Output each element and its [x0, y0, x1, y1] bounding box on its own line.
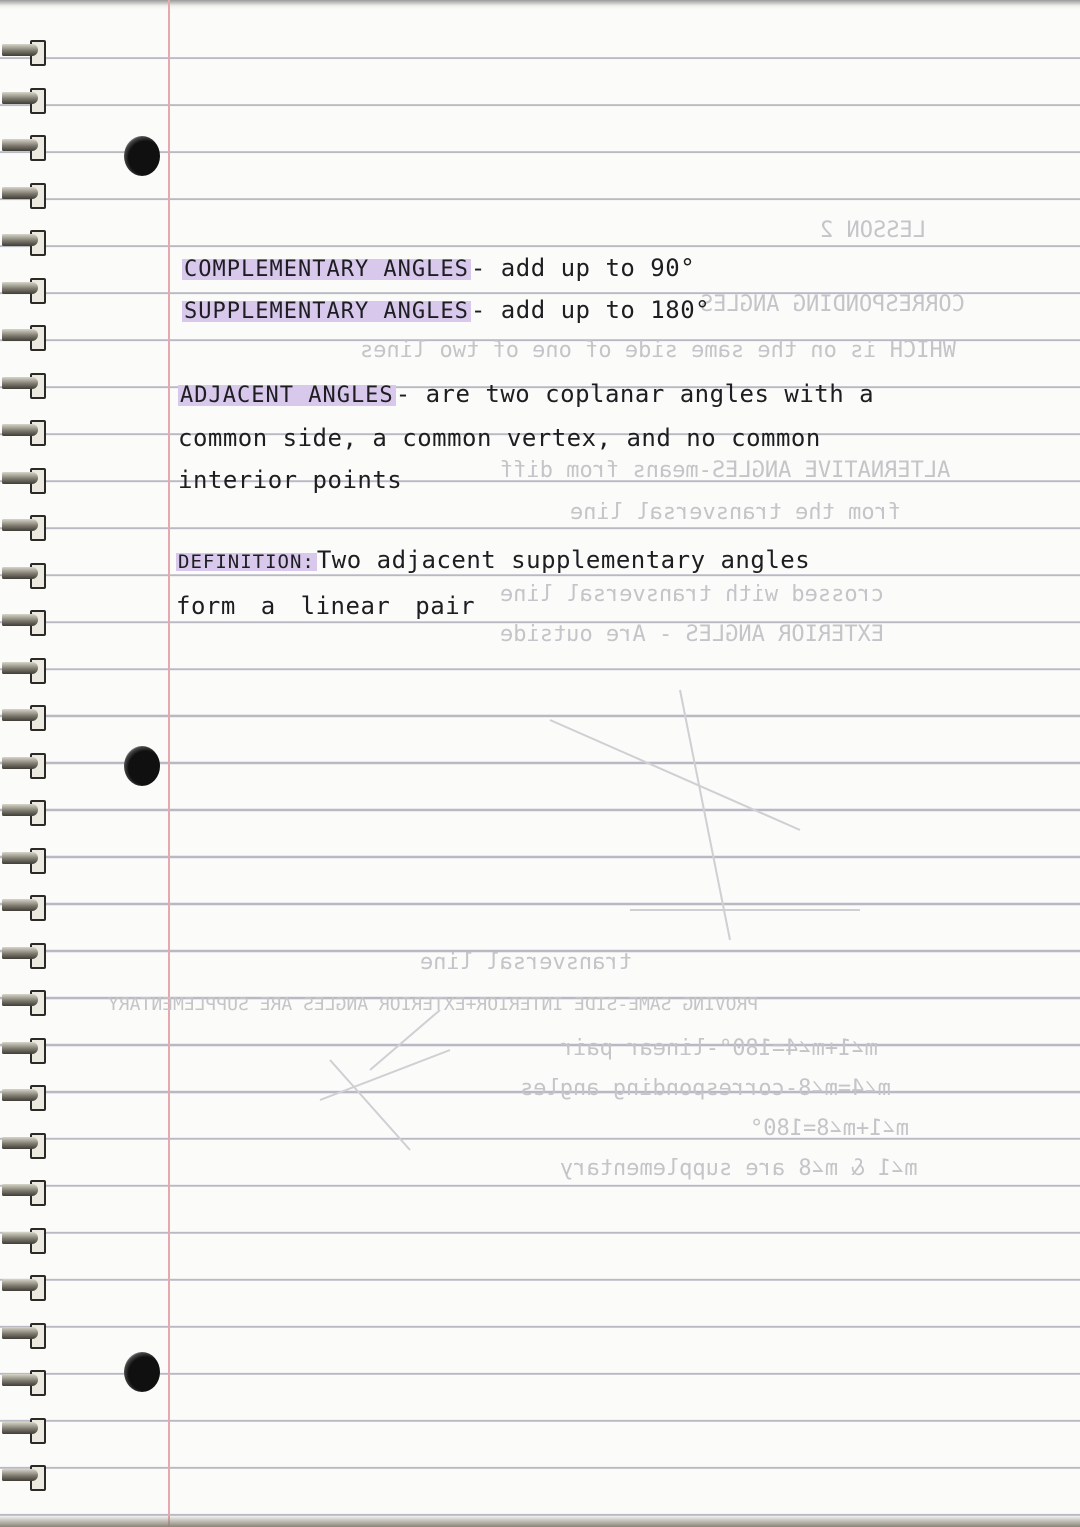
spiral-coil	[2, 563, 46, 585]
spiral-coil	[2, 848, 46, 870]
term-complementary-angles: COMPLEMENTARY ANGLES	[184, 257, 469, 282]
spiral-coil	[2, 183, 46, 205]
spiral-binding	[0, 40, 60, 1520]
spiral-coil	[2, 135, 46, 157]
bleed-line: WHICH is on the same side of one of two lines	[360, 338, 957, 363]
note-adjacent-1	[178, 380, 874, 408]
spiral-coil	[2, 515, 46, 537]
spiral-coil	[2, 1275, 46, 1297]
spiral-coil	[2, 278, 46, 300]
bleed-line: from the transversal line	[570, 500, 902, 525]
note-supplementary	[182, 296, 710, 324]
margin-line	[168, 0, 170, 1527]
spiral-coil	[2, 990, 46, 1012]
spiral-coil	[2, 468, 46, 490]
spiral-coil	[2, 420, 46, 442]
definition-text-1: Two adjacent supplementary angles	[316, 546, 811, 574]
spiral-coil	[2, 1418, 46, 1440]
term-supplementary-angles: SUPPLEMENTARY ANGLES	[184, 299, 469, 324]
punch-hole-bottom	[124, 1352, 160, 1392]
bleed-lesson-title: LESSON 2	[820, 218, 926, 243]
spiral-coil	[2, 1038, 46, 1060]
spiral-coil	[2, 1085, 46, 1107]
def-adjacent-1: - are two coplanar angles with a	[395, 380, 875, 408]
spiral-coil	[2, 325, 46, 347]
def-supplementary: - add up to 180°	[470, 296, 711, 324]
spiral-coil	[2, 1228, 46, 1250]
spiral-coil	[2, 1465, 46, 1487]
note-definition-1	[176, 546, 810, 574]
spiral-coil	[2, 230, 46, 252]
note-definition-2: form a linear pair	[176, 592, 476, 620]
bleed-line: PROVING SAME-SIDE INTERIOR+EXTERIOR ANGLES ARE SUPPLEMENTARY	[108, 994, 759, 1015]
bleed-line: ALTERNATIVE ANGLES-means from diff	[500, 458, 951, 483]
spiral-coil	[2, 88, 46, 110]
bleed-line: m∠1 & m∠8 are supplementary	[560, 1156, 918, 1181]
bleed-line: m∠1+m∠8=180°	[750, 1116, 909, 1141]
spiral-coil	[2, 658, 46, 680]
punch-hole-middle	[124, 746, 160, 786]
definition-label: DEFINITION:	[178, 551, 315, 573]
note-adjacent-3: interior points	[178, 466, 403, 494]
bleed-line: m∠1+m∠4=180°-linear pair	[560, 1036, 878, 1061]
punch-hole-top	[124, 136, 160, 176]
page-bottom-edge	[0, 1515, 1080, 1527]
spiral-coil	[2, 373, 46, 395]
def-complementary: - add up to 90°	[470, 254, 696, 282]
note-adjacent-2: common side, a common vertex, and no common	[178, 424, 821, 452]
spiral-coil	[2, 800, 46, 822]
bleed-line: m∠4=m∠8-corresponding angles	[520, 1076, 891, 1101]
spiral-coil	[2, 1323, 46, 1345]
spiral-coil	[2, 1370, 46, 1392]
bleed-transversal-diagram	[300, 680, 980, 1180]
page-top-edge	[0, 0, 1080, 10]
term-adjacent-angles: ADJACENT ANGLES	[180, 383, 394, 408]
bleed-line: crossed with transversal line	[500, 582, 885, 607]
spiral-coil	[2, 610, 46, 632]
spiral-coil	[2, 753, 46, 775]
spiral-coil	[2, 40, 46, 62]
spiral-coil	[2, 895, 46, 917]
bleed-line: CORRESPONDING ANGLES	[700, 292, 965, 317]
note-complementary	[182, 254, 695, 282]
spiral-coil	[2, 705, 46, 727]
spiral-coil	[2, 943, 46, 965]
bleed-line: EXTERIOR ANGLES - Are outside	[500, 622, 885, 647]
bleed-line: transversal line	[420, 950, 632, 975]
spiral-coil	[2, 1180, 46, 1202]
spiral-coil	[2, 1133, 46, 1155]
